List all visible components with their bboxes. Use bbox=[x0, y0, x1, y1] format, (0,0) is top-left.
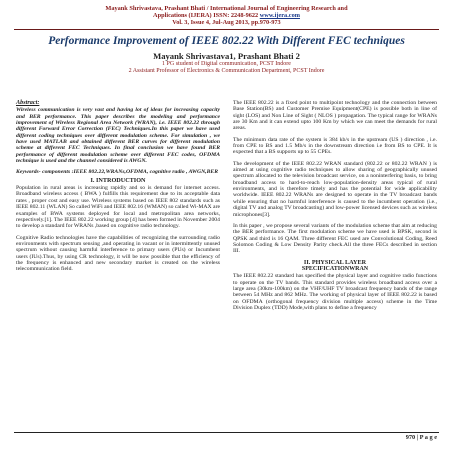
section-heading-introduction: I. INTRODUCTION bbox=[90, 176, 146, 184]
page-number: 970 | P a g e bbox=[405, 434, 437, 441]
right-paragraph-1: The IEEE 802.22 is a fixed point to multipoint technology and the connection between Base Station(BS) and Customer Premise Equipment(CPE) is possible both in line of sight (LOS) and Non Line of Sight ( NLOS ) propagation. The typical range for WRANs are 30 Km and it can extend upto 100 Km by which we can meet the demands for rural areas. bbox=[233, 100, 437, 132]
left-column bbox=[16, 100, 220, 316]
abstract-heading: Abstract: bbox=[16, 99, 40, 106]
abstract-text: Wireless communication is very vast and having lot of ideas for increasing capacity and BER performance. This paper describes the modeling and performance improvement of Wireless Regional Area Network (WRAN), i.e. IEEE 802.22 through different Forward Error Correction (FEC) Techniques.In this paper we have used different coding techniques over different modulation scheme. For simulation , we have used MATLAB and obtained different BER curves for different modulation scheme at different FEC Techniques. In final conclusion we have found BER performance of different modulation scheme over different FEC codes, OFDMA technique is used and the channel considered is AWGN. bbox=[16, 107, 220, 165]
footer-divider bbox=[14, 432, 439, 433]
affiliation-2: 2 Assistant Professor of Electronics & Communication Department, PCST Indore bbox=[128, 67, 325, 74]
intro-paragraph-1: Population in rural areas is increasing rapidly and so is demand for internet access. Broadband wireless access ( BWA ) fulfills this requirement due to its acceptable data rates , proper cost and easy use. Wireless systems based on IEEE 802 standards such as IEEE 802.11 (WLAN) So called WiFi and IEEE 802.16 (WMAN) so called Wi-MAX are examples of BWA systems deployed for local and metropolitan area networks, respectively.[1]. The IEEE 802.22 working group [4] has been formed in November 2004 to develop a standard for WRANs ,based on cognitive radio technology. bbox=[16, 185, 220, 230]
journal-header-line-3: Vol. 3, Issue 4, Jul-Aug 2013, pp.970-973 bbox=[172, 19, 281, 27]
journal-header bbox=[0, 0, 453, 27]
journal-website-link[interactable]: www.ijera.com bbox=[259, 12, 300, 20]
journal-header-line-1: Mayank Shrivastava, Prashant Bhati / International Journal of Engineering Research and bbox=[105, 5, 348, 12]
two-column-body bbox=[16, 100, 437, 316]
section-subheading-specification: SPECIFICATIONWRAN bbox=[301, 265, 369, 272]
keywords: Keywords- components :IEEE 802.22,WRANs,OFDMA, cognitive radio , AWGN,BER bbox=[16, 169, 218, 176]
affiliation-1: 1 PG student of Digital communication, PCST Indore bbox=[162, 61, 291, 68]
paper-title: Performance Improvement of IEEE 802.22 With Different FEC techniques bbox=[48, 34, 405, 47]
physical-layer-paragraph: The IEEE 802.22 standard has specified the physical layer and cognitive radio functions to operate on the TV bands. This standard provides wireless broadband access over a large area (30km-100km) on the VHF/UHF TV broadcast frequency bands of the range between 54 MHz and 862 MHz. The working of physical layer of IEEE 802.22 is based on OFDMA (orthogonal frequency division multiple access) scheme in the Time Division Duplex (TDD) Mode,with plans to define a frequency bbox=[233, 273, 437, 311]
journal-header-line-2 bbox=[0, 12, 453, 19]
right-column bbox=[233, 100, 437, 316]
journal-issn: Applications (IJERA) ISSN: 2248-9622 bbox=[153, 12, 260, 20]
section-heading-physical-layer: II. PHYSICAL LAYER bbox=[303, 258, 367, 266]
intro-paragraph-2: Cognitive Radio technologies have the capabilities of recognizing the surrounding radio environments with spectrum sensing ,and operating in vacant or in intermittently unused spectrum without causing harmful interference to primary users (PUs) or Incumbent users (IUs).Thus, by using CR technology, it will be now possible that the efficiency of the frequency is enhanced and new secondary market is created on the wireless telecommunication field. bbox=[16, 234, 220, 273]
header-divider bbox=[14, 29, 439, 30]
right-paragraph-2: The minimum data rate of the system is 384 kb/s in the upstream (US ) direction , i.e. from CPE to BS and 1.5 Mb/s in the downstream direction i.e from BS to CPE. It is expected that a BS supports up to 55 CPEs. bbox=[233, 136, 437, 156]
paper-authors: Mayank Shrivastava1, Prashant Bhati 2 bbox=[153, 51, 300, 62]
right-paragraph-3: The development of the IEEE 802.22 WRAN standard (802.22 or 802.22 WRAN ) is aimed at using cognitive radio techniques to allow sharing of geographically unused spectrum allocated to the television broadcast service, on a noninterfering basis, to bring broadband access to hard-to-reach low-population-density areas typical of rural environments, and is therefore timely and has the potential for wide applicability worldwide. IEEE 802.22 WRANs are designed to operate in the TV broadcast bands while ensuring that no harmful interference is caused to the incumbent operation (i.e., digital TV and analog TV broadcasting) and low-power licensed devices such as wireless microphones[3]. bbox=[233, 160, 437, 218]
right-paragraph-4: In this paper , we propose several variants of the modulation scheme that aim at reducing the BER performance. The first modulation scheme we have used is BPSK, second is QPSK and third is 16 QAM. Three different FEC used are Convolutional Coding, Reed Solomon Coding & Low Density Parity check.All the three FECs described in section III. bbox=[233, 222, 437, 255]
